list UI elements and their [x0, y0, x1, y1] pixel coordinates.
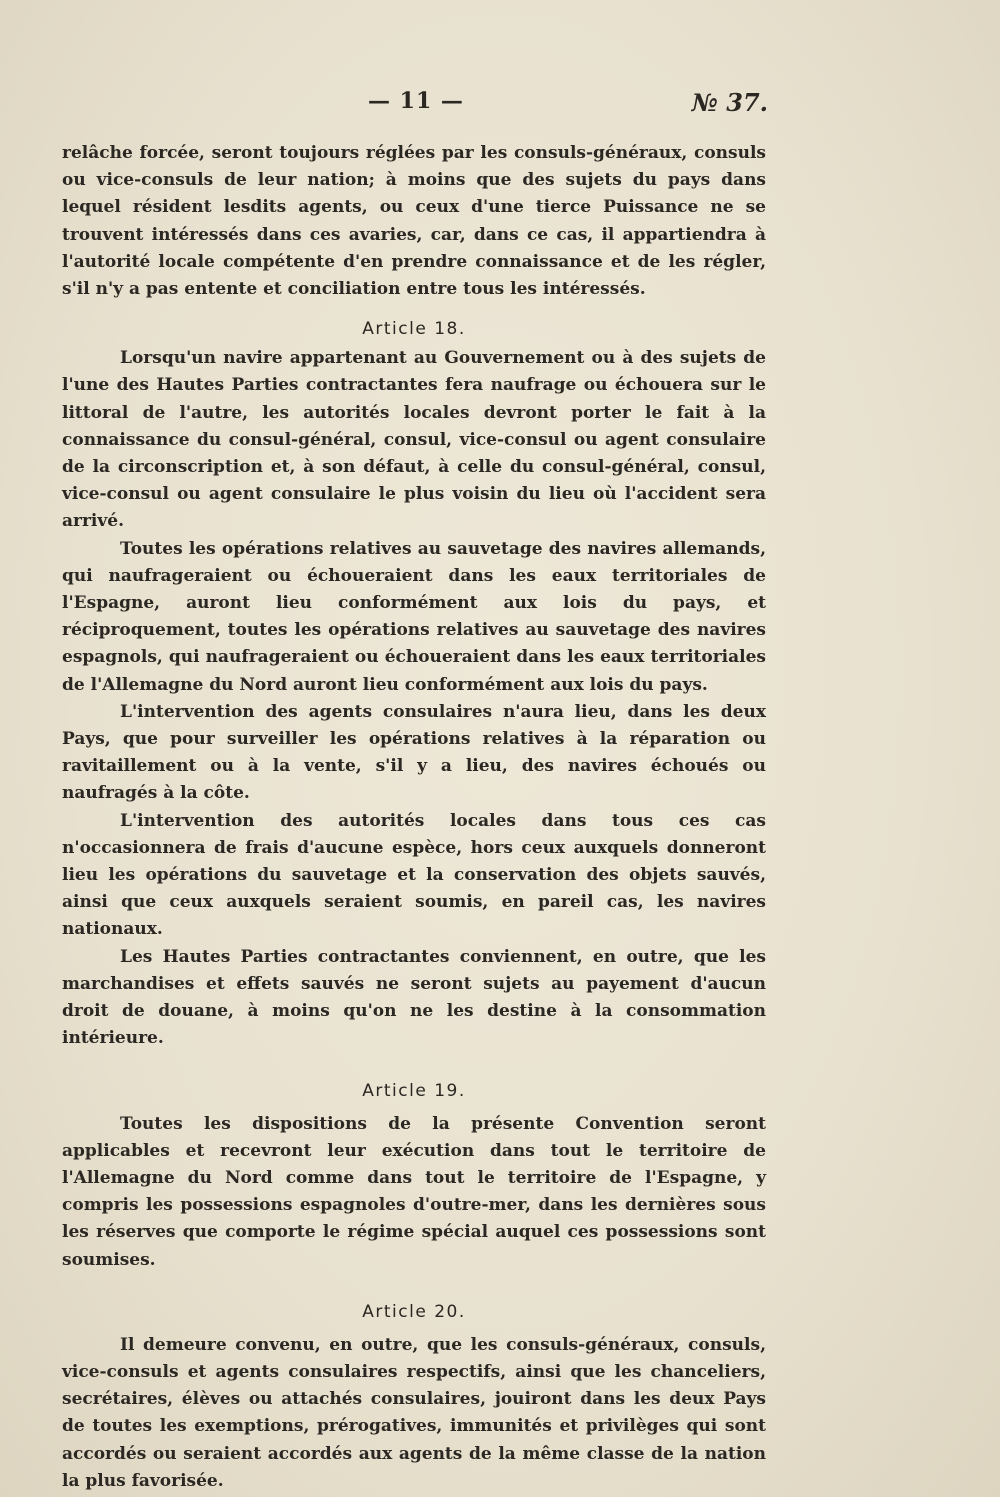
page-folio: — 11 —: [368, 88, 464, 114]
article-19-heading: Article 19.: [362, 1080, 466, 1101]
article-18-paragraph-5: Les Hautes Parties contractantes conviennent, en outre, que les marchandises et effets sauvés ne seront sujets au payement d'aucun droit de douane, à moins qu'on ne les destine à la consommation intérieure.: [62, 946, 766, 1049]
document-number: № 37.: [691, 88, 768, 117]
article-18-heading: Article 18.: [362, 319, 466, 340]
article-18-paragraph-3: L'intervention des agents consulaires n'aura lieu, dans les deux Pays, que pour surveiller les opérations relatives à la réparation ou ravitaillement ou à la vente, s'il y a lieu, des navires échoués ou naufragés à la côte.: [62, 701, 766, 804]
article-19-paragraph-1: Toutes les dispositions de la présente Convention seront applicables et recevront leur exécution dans tout le territoire de l'Allemagne du Nord comme dans tout le territoire de l'Espagne, y compris les possessions espagnoles d'outre-mer, dans les dernières sous les réserves que comporte le régime spécial auquel ces possessions sont soumises.: [62, 1113, 766, 1270]
article-18-paragraph-4: L'intervention des autorités locales dans tous ces cas n'occasionnera de frais d'aucune espèce, hors ceux auxquels donneront lieu les opérations du sauvetage et la conservation des objets sauvés, ainsi que ceux auxquels seraient soumis, en pareil cas, les navires nationaux.: [62, 810, 766, 940]
article-20-heading: Article 20.: [362, 1301, 466, 1322]
paragraph-continued: relâche forcée, seront toujours réglées par les consuls-généraux, consuls ou vice-consuls de leur nation; à moins que des sujets du pays dans lequel résident lesdits agents, ou ceux d'une tierce Puissance ne se trouvent intéressés dans ces avaries, car, dans ce cas, il appartiendra à l'autorité locale compétente d'en prendre connaissance et de les régler, s'il n'y a pas entente et conciliation entre tous les intéressés.: [62, 143, 766, 300]
article-18-paragraph-1: Lorsqu'un navire appartenant au Gouvernement ou à des sujets de l'une des Hautes Parties contractantes fera naufrage ou échouera sur le littoral de l'autre, les autorités locales devront porter le fait à la connaissance du consul-général, consul, vice-consul ou agent consulaire de la circonscription et, à son défaut, à celle du consul-général, consul, vice-consul ou agent consulaire le plus voisin du lieu où l'accident sera arrivé.: [62, 348, 766, 532]
article-18-paragraph-2: Toutes les opérations relatives au sauvetage des navires allemands, qui naufrageraient ou échoueraient dans les eaux territoriales de l'Espagne, auront lieu conformément aux lois du pays, et réciproquement, toutes les opérations relatives au sauvetage des navires espagnols, qui naufrageraient ou échoueraient dans les eaux territoriales de l'Allemagne du Nord auront lieu conformément aux lois du pays.: [62, 538, 766, 695]
article-20-paragraph-1: Il demeure convenu, en outre, que les consuls-généraux, consuls, vice-consuls et agents consulaires respectifs, ainsi que les chanceliers, secrétaires, élèves ou attachés consulaires, jouiront dans les deux Pays de toutes les exemptions, prérogatives, immunités et privilèges qui sont accordés ou seraient accordés aux agents de la même classe de la nation la plus favorisée.: [62, 1334, 766, 1491]
page-header: [0, 88, 1000, 128]
body-text: [62, 140, 766, 1495]
